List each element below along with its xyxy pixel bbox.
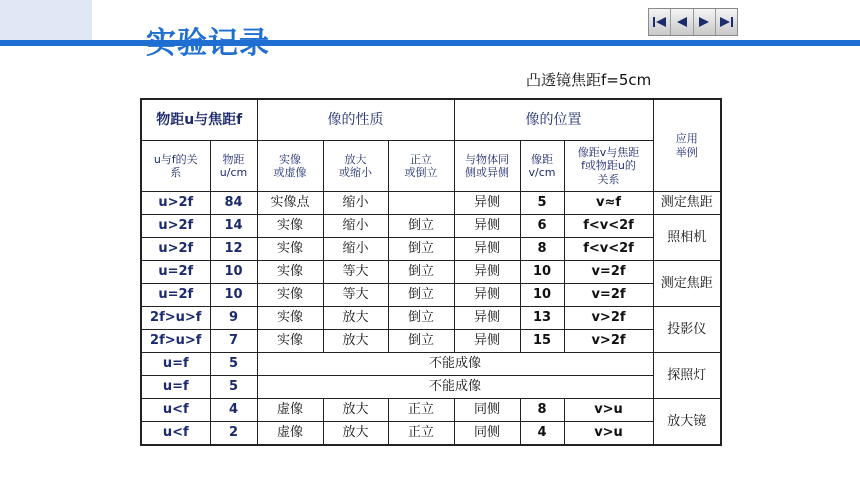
- table-row: [141, 376, 721, 399]
- cell-image-distance: 4: [520, 422, 564, 446]
- cell-object-distance: 2: [210, 422, 257, 446]
- cell-v-relation: v>u: [564, 422, 653, 446]
- cell-u-f-relation: u=f: [141, 353, 210, 376]
- next-slide-button[interactable]: [694, 9, 716, 35]
- cell-enlarge-reduce: 缩小: [323, 215, 388, 238]
- cell-side: 异侧: [454, 307, 520, 330]
- cell-real-virtual: 实像: [257, 238, 323, 261]
- cell-upright-inverted: 倒立: [388, 307, 454, 330]
- table-row: [141, 353, 721, 376]
- cell-object-distance: 7: [210, 330, 257, 353]
- table-row: [141, 215, 721, 238]
- cell-application: 探照灯: [653, 353, 721, 399]
- header-bar: [0, 40, 860, 46]
- cell-side: 同侧: [454, 399, 520, 422]
- cell-object-distance: 84: [210, 192, 257, 215]
- cell-application: 照相机: [653, 215, 721, 261]
- cell-side: 异侧: [454, 192, 520, 215]
- cell-enlarge-reduce: 放大: [323, 422, 388, 446]
- corner-decoration: [0, 0, 92, 40]
- cell-upright-inverted: [388, 192, 454, 215]
- cell-side: 异侧: [454, 261, 520, 284]
- cell-side: 异侧: [454, 238, 520, 261]
- cell-real-virtual: 虚像: [257, 422, 323, 446]
- cell-u-f-relation: u<f: [141, 399, 210, 422]
- cell-upright-inverted: 倒立: [388, 215, 454, 238]
- sub-same-opposite-side: 与物体同 侧或异侧: [454, 141, 520, 192]
- sub-v-relation: 像距v与焦距 f或物距u的 关系: [564, 141, 653, 192]
- cell-u-f-relation: u<f: [141, 422, 210, 446]
- cell-real-virtual: 实像: [257, 261, 323, 284]
- cell-object-distance: 4: [210, 399, 257, 422]
- first-slide-icon: [652, 15, 668, 29]
- next-slide-icon: [697, 15, 711, 29]
- cell-u-f-relation: 2f>u>f: [141, 307, 210, 330]
- cell-object-distance: 10: [210, 261, 257, 284]
- lens-focal-length-note: 凸透镜焦距f=5cm: [526, 71, 652, 89]
- cell-enlarge-reduce: 放大: [323, 307, 388, 330]
- sub-object-distance: 物距 u/cm: [210, 141, 257, 192]
- table-row: [141, 238, 721, 261]
- cell-u-f-relation: 2f>u>f: [141, 330, 210, 353]
- header-application: 应用 举例: [653, 99, 721, 192]
- cell-enlarge-reduce: 缩小: [323, 238, 388, 261]
- slide-navigation: [648, 8, 738, 36]
- cell-enlarge-reduce: 等大: [323, 284, 388, 307]
- cell-u-f-relation: u>2f: [141, 192, 210, 215]
- cell-u-f-relation: u=f: [141, 376, 210, 399]
- cell-u-f-relation: u=2f: [141, 261, 210, 284]
- cell-object-distance: 12: [210, 238, 257, 261]
- cell-real-virtual: 实像: [257, 330, 323, 353]
- cell-v-relation: v>2f: [564, 307, 653, 330]
- cell-real-virtual: 实像点: [257, 192, 323, 215]
- cell-v-relation: v>u: [564, 399, 653, 422]
- cell-real-virtual: 虚像: [257, 399, 323, 422]
- sub-real-virtual: 实像 或虚像: [257, 141, 323, 192]
- header-image-nature: 像的性质: [257, 99, 454, 141]
- table-row: [141, 307, 721, 330]
- prev-slide-icon: [675, 15, 689, 29]
- cell-object-distance: 10: [210, 284, 257, 307]
- table-row: [141, 330, 721, 353]
- cell-u-f-relation: u>2f: [141, 215, 210, 238]
- cell-enlarge-reduce: 缩小: [323, 192, 388, 215]
- last-slide-button[interactable]: [716, 9, 737, 35]
- cell-side: 同侧: [454, 422, 520, 446]
- cell-u-f-relation: u>2f: [141, 238, 210, 261]
- cell-upright-inverted: 正立: [388, 422, 454, 446]
- last-slide-icon: [718, 15, 734, 29]
- cell-image-distance: 13: [520, 307, 564, 330]
- cell-upright-inverted: 正立: [388, 399, 454, 422]
- cell-real-virtual: 实像: [257, 307, 323, 330]
- cell-v-relation: v=2f: [564, 284, 653, 307]
- table-row: [141, 192, 721, 215]
- cell-no-image: 不能成像: [257, 376, 653, 399]
- cell-upright-inverted: 倒立: [388, 238, 454, 261]
- cell-object-distance: 9: [210, 307, 257, 330]
- cell-v-relation: f<v<2f: [564, 238, 653, 261]
- cell-image-distance: 6: [520, 215, 564, 238]
- sub-upright-inverted: 正立 或倒立: [388, 141, 454, 192]
- first-slide-button[interactable]: [649, 9, 671, 35]
- cell-upright-inverted: 倒立: [388, 330, 454, 353]
- cell-side: 异侧: [454, 215, 520, 238]
- cell-v-relation: v=2f: [564, 261, 653, 284]
- table-row: [141, 284, 721, 307]
- experiment-record-table: [140, 98, 722, 446]
- cell-image-distance: 8: [520, 399, 564, 422]
- header-object-distance: 物距u与焦距f: [141, 99, 257, 141]
- header-image-position: 像的位置: [454, 99, 653, 141]
- cell-enlarge-reduce: 放大: [323, 399, 388, 422]
- sub-image-distance: 像距 v/cm: [520, 141, 564, 192]
- table-row: [141, 261, 721, 284]
- table-row: [141, 422, 721, 446]
- cell-v-relation: f<v<2f: [564, 215, 653, 238]
- prev-slide-button[interactable]: [671, 9, 693, 35]
- table-row: [141, 399, 721, 422]
- page-title: 实验记录: [146, 26, 270, 61]
- cell-upright-inverted: 倒立: [388, 284, 454, 307]
- cell-enlarge-reduce: 放大: [323, 330, 388, 353]
- cell-v-relation: v>2f: [564, 330, 653, 353]
- cell-application: 测定焦距: [653, 192, 721, 215]
- cell-image-distance: 10: [520, 284, 564, 307]
- cell-real-virtual: 实像: [257, 215, 323, 238]
- cell-object-distance: 5: [210, 376, 257, 399]
- cell-image-distance: 10: [520, 261, 564, 284]
- cell-object-distance: 5: [210, 353, 257, 376]
- cell-object-distance: 14: [210, 215, 257, 238]
- cell-side: 异侧: [454, 330, 520, 353]
- cell-no-image: 不能成像: [257, 353, 653, 376]
- cell-image-distance: 5: [520, 192, 564, 215]
- sub-u-f-relation: u与f的关 系: [141, 141, 210, 192]
- sub-enlarge-reduce: 放大 或缩小: [323, 141, 388, 192]
- cell-upright-inverted: 倒立: [388, 261, 454, 284]
- cell-application: 测定焦距: [653, 261, 721, 307]
- cell-enlarge-reduce: 等大: [323, 261, 388, 284]
- cell-v-relation: v≈f: [564, 192, 653, 215]
- cell-application: 放大镜: [653, 399, 721, 446]
- cell-real-virtual: 实像: [257, 284, 323, 307]
- cell-side: 异侧: [454, 284, 520, 307]
- cell-u-f-relation: u=2f: [141, 284, 210, 307]
- cell-image-distance: 15: [520, 330, 564, 353]
- cell-image-distance: 8: [520, 238, 564, 261]
- cell-application: 投影仪: [653, 307, 721, 353]
